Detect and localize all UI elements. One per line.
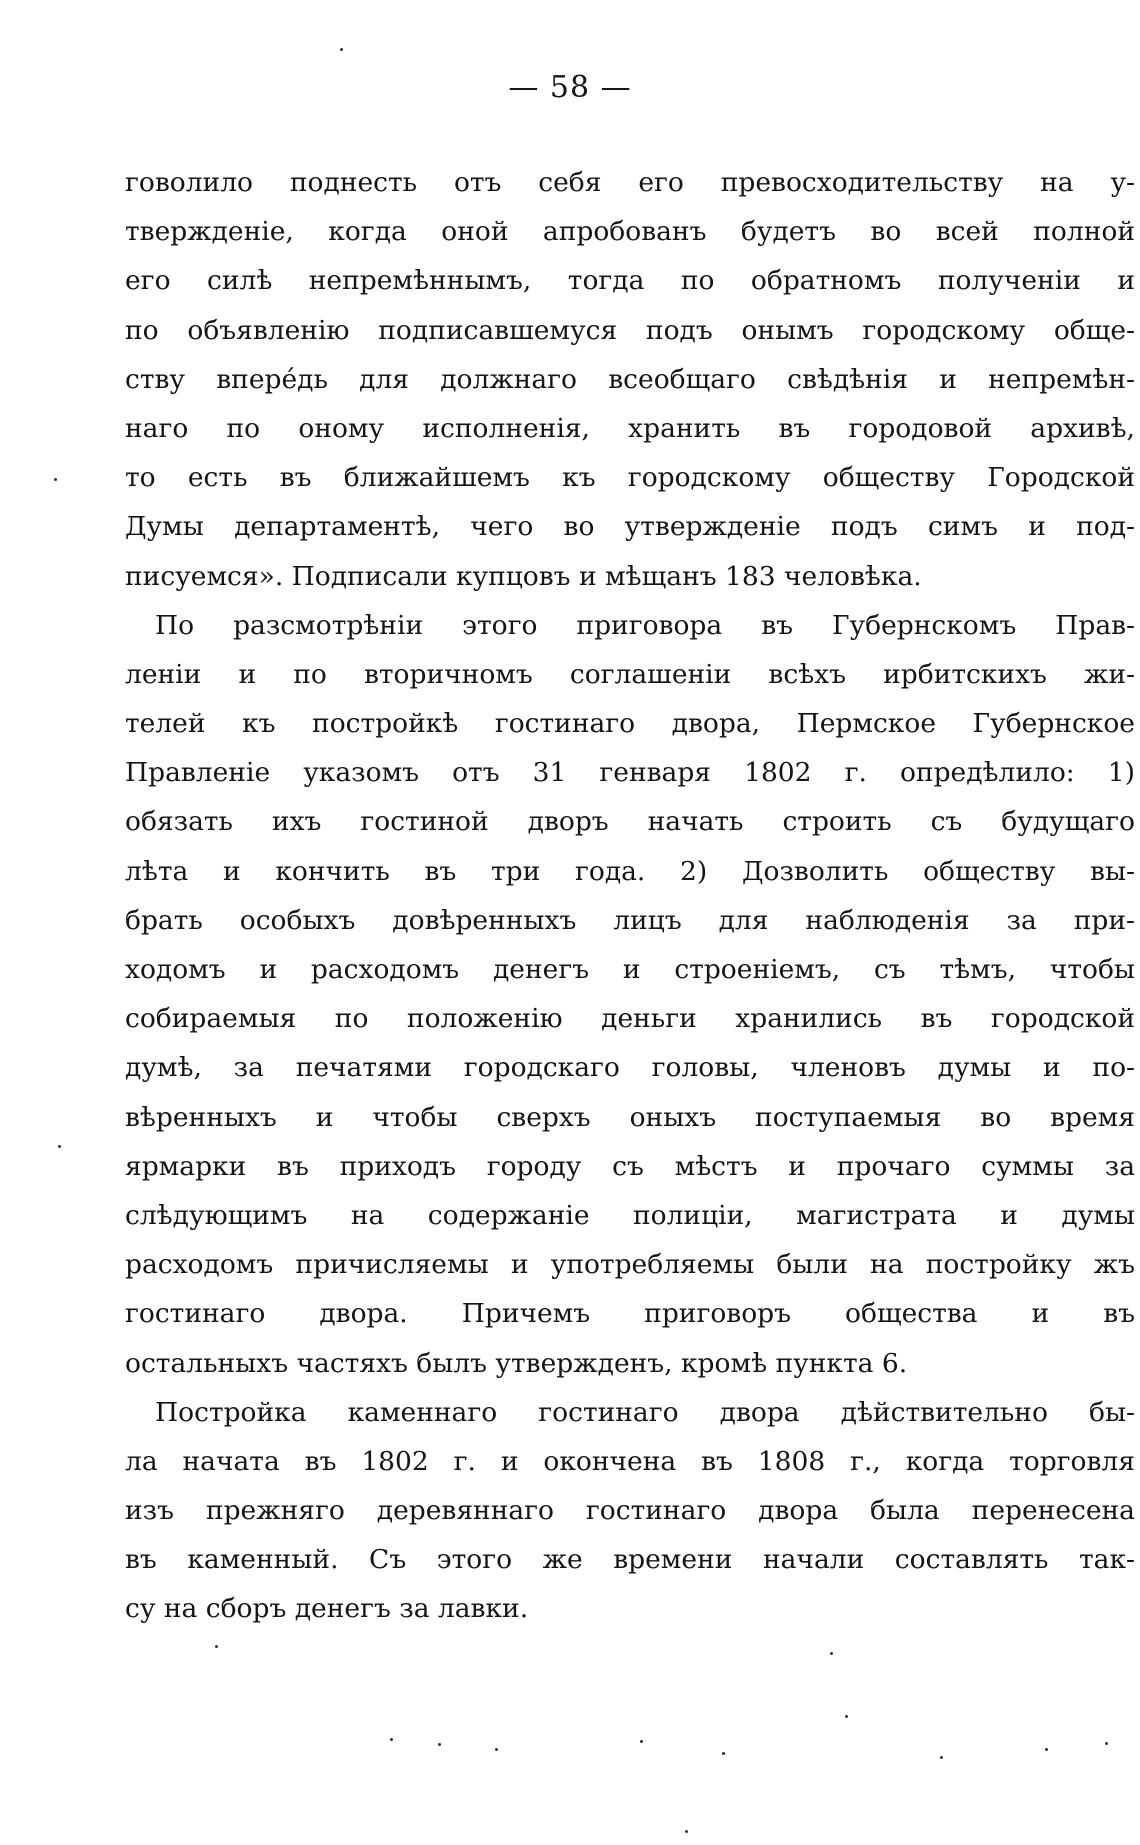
text-line: телей къ постройкѣ гостинаго двора, Пермское Губернское [125, 708, 1135, 740]
scan-speck [1045, 1748, 1048, 1751]
scan-speck [685, 1830, 688, 1833]
scan-speck [845, 1715, 848, 1718]
scan-speck [722, 1752, 725, 1755]
text-line: писуемся». Подписали купцовъ и мѣщанъ 183 человѣка. [125, 560, 922, 592]
scan-speck [495, 1748, 498, 1751]
text-line: расходомъ причисляемы и употребляемы были на постройку жъ [125, 1249, 1135, 1281]
text-line: твержденіе, когда оной апробованъ будетъ во всей полной [125, 216, 1135, 248]
scan-speck [640, 1740, 643, 1743]
scan-speck [830, 1652, 833, 1655]
text-line: обязать ихъ гостиной дворъ начать строить съ будущаго [125, 806, 1135, 838]
body-text [125, 158, 1135, 1634]
scan-speck [58, 1145, 61, 1148]
text-line: изъ прежняго деревяннаго гостинаго двора была перенесена [125, 1495, 1135, 1527]
scan-speck [438, 1743, 441, 1746]
text-line: вѣренныхъ и чтобы сверхъ оныхъ поступаемыя во время [125, 1101, 1135, 1133]
text-line: су на сборъ денегъ за лавки. [125, 1593, 529, 1625]
text-line: въ каменный. Съ этого же времени начали составлять так- [125, 1544, 1135, 1576]
scan-speck [54, 478, 57, 481]
scan-speck [1105, 1742, 1108, 1745]
text-line: его силѣ непремѣннымъ, тогда по обратномъ полученіи и [125, 265, 1135, 297]
text-line: ла начата въ 1802 г. и окончена въ 1808 г., когда торговля [125, 1445, 1135, 1477]
scan-speck [340, 48, 343, 51]
paragraph-start-line: По разсмотрѣніи этого приговора въ Губернскомъ Прав- [155, 609, 1135, 641]
text-line: остальныхъ частяхъ былъ утвержденъ, кромѣ пункта 6. [125, 1347, 908, 1379]
text-line: брать особыхъ довѣренныхъ лицъ для наблюденія за при- [125, 904, 1135, 936]
text-line: леніи и по вторичномъ соглашеніи всѣхъ ирбитскихъ жи- [125, 658, 1135, 690]
text-line: гостинаго двора. Причемъ приговоръ общества и въ [125, 1298, 1135, 1330]
text-line: собираемыя по положенію деньги хранились въ городской [125, 1003, 1135, 1035]
scan-speck [940, 1756, 943, 1759]
text-line: лѣта и кончить въ три года. 2) Дозволить обществу вы- [125, 855, 1135, 887]
text-line: наго по оному исполненія, хранить въ городовой архивѣ, [125, 412, 1135, 444]
text-line: Думы департаментѣ, чего во утвержденіе подъ симъ и под- [125, 511, 1135, 543]
text-line: ству вперéдь для должнаго всеобщаго свѣдѣнія и непремѣн- [125, 363, 1135, 395]
text-line: думѣ, за печатями городскаго головы, членовъ думы и по- [125, 1052, 1135, 1084]
text-line: слѣдующимъ на содержаніе полиціи, магистрата и думы [125, 1199, 1135, 1231]
text-line: Правленіе указомъ отъ 31 генваря 1802 г. опредѣлило: 1) [125, 757, 1135, 789]
page-number: — 58 — [508, 70, 632, 105]
scan-speck [390, 1738, 393, 1741]
text-line: то есть въ ближайшемъ къ городскому обществу Городской [125, 462, 1135, 494]
paragraph-start-line: Постройка каменнаго гостинаго двора дѣйствительно бы- [155, 1396, 1135, 1428]
text-line: ярмарки въ приходъ городу съ мѣстъ и прочаго суммы за [125, 1150, 1135, 1182]
text-line: по объявленію подписавшемуся подъ онымъ городскому обще- [125, 314, 1135, 346]
text-line: ходомъ и расходомъ денегъ и строеніемъ, съ тѣмъ, чтобы [125, 954, 1135, 985]
text-line: говолило поднесть отъ себя его превосходительству на у- [125, 167, 1135, 198]
scan-speck [215, 1645, 218, 1648]
